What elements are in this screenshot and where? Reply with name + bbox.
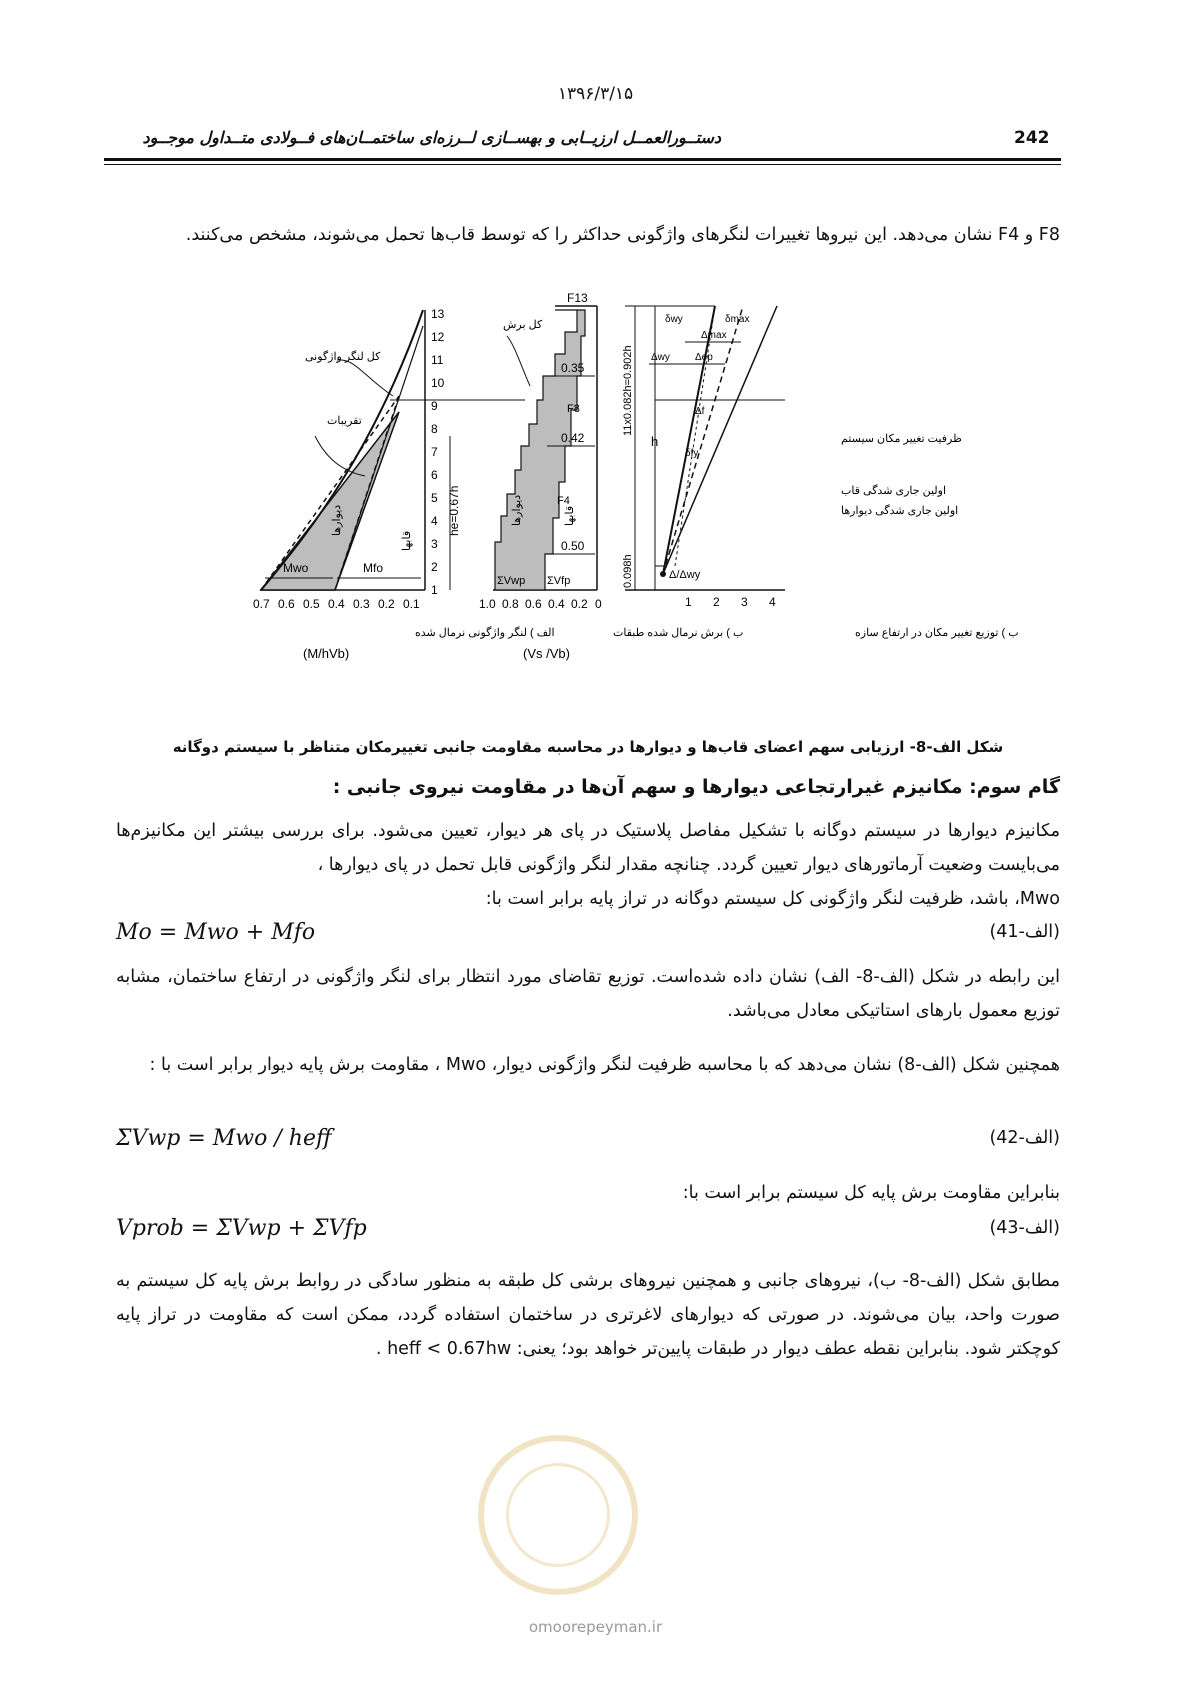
label-050: 0.50	[561, 539, 585, 553]
equation-41	[116, 920, 1060, 956]
page-number: 242	[1014, 128, 1050, 148]
label-he: he=0.67h	[447, 485, 461, 536]
floor-label: 8	[431, 422, 438, 436]
equation-number: (الف-41)	[989, 922, 1060, 942]
panel-a-caption: الف ) لنگر واژگونی نرمال شده	[415, 627, 555, 639]
label-first-wall: اولین جاری شدگی دیوارها	[841, 505, 959, 517]
paragraph-base-shear: همچنین شکل (الف-8) نشان می‌دهد که با محاسبه ظرفیت لنگر واژگونی دیوار، Mwo ، مقاومت برش پایه دیوار برابر است با :	[149, 1055, 1060, 1075]
page-date: ۱۳۹۶/۳/۱۵	[557, 84, 634, 104]
label-f8: F8	[567, 403, 580, 415]
floor-label: 11	[431, 353, 444, 367]
figure-a8	[245, 291, 1019, 716]
tick-label: 4	[769, 595, 776, 609]
label-sum-vfp: ΣVfp	[547, 575, 571, 587]
label-mfo: Mfo	[363, 561, 384, 575]
label-delta-max-small: δmax	[725, 314, 750, 325]
tick-label: 0.8	[502, 597, 519, 611]
intro-paragraph: F8 و F4 نشان می‌دهد. این نیروها تغییرات لنگرهای واژگونی حداکثر را که توسط قاب‌ها تحمل می‌شوند، مشخص می‌کنند.	[185, 225, 1060, 245]
watermark-site: omoorepeyman.ir	[528, 1618, 663, 1636]
running-title: دستــورالعمــل ارزیــابی و بهســازی لــرزه‌ای ساختمــان‌های فــولادی متــداول موجــود	[142, 128, 721, 147]
paragraph-relation: این رابطه در شکل (الف-8- الف) نشان داده شده‌است. توزیع تقاضای مورد انتظار برای لنگر واژگونی در ارتفاع ساختمان، مشابه توزیع معمول بارهای استاتیکی معادل می‌باشد.	[116, 967, 1060, 1021]
tick-label: 0.3	[353, 597, 370, 611]
label-delta-wy-small: δwy	[665, 314, 683, 325]
header-rule	[104, 158, 1061, 161]
tick-label: 3	[741, 595, 748, 609]
label-total-shear: کل برش	[503, 319, 543, 331]
tick-label: 0.5	[303, 597, 320, 611]
label-capacity: ظرفیت تغییر مکان سیستم	[841, 433, 962, 445]
equation-number: (الف-42)	[989, 1128, 1060, 1148]
tick-label: 0	[595, 597, 602, 611]
equation-formula: Mo = Mwo + Mfo	[116, 920, 316, 945]
tick-label: 0.4	[328, 597, 345, 611]
label-delta-fy: δfy	[685, 448, 699, 459]
equation-43	[116, 1216, 1060, 1252]
label-delta-wy: Δwy	[651, 352, 670, 363]
floor-label: 1	[431, 583, 438, 597]
label-first-frame: اولین جاری شدگی قاب	[841, 485, 947, 497]
label-035: 0.35	[561, 361, 585, 375]
label-approximations: تقریبات	[327, 415, 362, 427]
label-h-split: 11x0.082h=0.902h	[622, 345, 634, 436]
equation-number: (الف-43)	[989, 1218, 1060, 1238]
label-mwo: Mwo	[283, 561, 309, 575]
panel-a-unit: (M/hVb)	[303, 646, 350, 661]
watermark-seal	[478, 1435, 638, 1595]
label-042: 0.42	[561, 431, 585, 445]
figure-caption: شکل الف-8- ارزیابی سهم اعضای قاب‌ها و دیوارها در محاسبه مقاومت جانبی تغییرمکان متناظر با سیستم دوگانه	[172, 738, 1004, 756]
floor-label: 13	[431, 307, 445, 321]
label-frames-b: قابها	[564, 505, 576, 526]
equation-formula: Vprob = ΣVwp + ΣVfp	[116, 1216, 367, 1241]
tick-label: 0.4	[548, 597, 565, 611]
label-total-moment: کل لنگر واژگونی	[305, 351, 381, 363]
label-frames: قابها	[401, 530, 413, 551]
floor-label: 4	[431, 514, 438, 528]
label-delta-max: Δmax	[701, 330, 727, 341]
floor-label: 10	[431, 376, 445, 390]
equation-42	[116, 1126, 1060, 1162]
paragraph-total-shear: بنابراین مقاومت برش پایه کل سیستم برابر است با:	[682, 1183, 1060, 1203]
label-walls-b: دیوارها	[511, 494, 523, 526]
section-heading: گام سوم: مکانیزم غیرارتجاعی دیوارها و سهم آن‌ها در مقاومت نیروی جانبی :	[332, 776, 1060, 798]
floor-label: 12	[431, 330, 445, 344]
floor-label: 9	[431, 399, 438, 413]
label-delta-f: Δf	[695, 406, 705, 417]
paragraph-mechanism: مکانیزم دیوارها در سیستم دوگانه با تشکیل مفاصل پلاستیک در پای هر دیوار، تعیین می‌شود. برای بررسی بیشتر این مکانیزم‌ها می‌بایست وضعیت آرماتورهای دیوار تعیین گردد. چنانچه مقدار لنگر واژگونی قابل تحمل در پای دیوارها ،	[116, 821, 1060, 875]
tick-label: 0.6	[525, 597, 542, 611]
panel-b-unit: (Vs /Vb)	[523, 646, 570, 661]
tick-label: 0.7	[253, 597, 270, 611]
floor-label: 7	[431, 445, 438, 459]
tick-label: 0.1	[403, 597, 420, 611]
label-h-base: 0.098h	[622, 554, 634, 588]
label-delta-ep: Δep	[695, 352, 713, 363]
panel-c-caption: ب ) توزیع تغییر مکان در ارتفاع سازه	[855, 627, 1019, 639]
tick-label: 1.0	[479, 597, 496, 611]
label-f4: F4	[557, 495, 570, 507]
equation-formula: ΣVwp = Mwo / heff	[116, 1126, 332, 1151]
header-rule-thin	[104, 164, 1061, 165]
label-sum-vwp: ΣVwp	[497, 575, 526, 587]
paragraph-mechanism-end: Mwo، باشد، ظرفیت لنگر واژگونی کل سیستم دوگانه در تراز پایه برابر است با:	[485, 889, 1060, 909]
tick-label: 0.6	[278, 597, 295, 611]
floor-label: 5	[431, 491, 438, 505]
label-h: h	[651, 434, 659, 449]
floor-label: 6	[431, 468, 438, 482]
tick-label: 0.2	[571, 597, 588, 611]
panel-b-caption: ب ) برش نرمال شده طبقات	[613, 627, 744, 639]
floor-label: 2	[431, 560, 438, 574]
label-walls: دیوارها	[331, 504, 343, 536]
paragraph-conclusion: مطابق شکل (الف-8- ب)، نیروهای جانبی و همچنین نیروهای برشی کل طبقه به منظور سادگی در روابط برش پایه کل سیستم به صورت واحد، بیان می‌شوند. در صورتی که دیوارهای لاغرتری در ساختمان استفاده گردد، ممکن است که مقاومت در تراز پایه کوچکتر شود. بنابراین نقطه عطف دیوار در طبقات پایین‌تر خواهد بود؛ یعنی: heff < 0.67hw .	[116, 1271, 1060, 1359]
tick-label: 1	[685, 595, 692, 609]
label-ratio: Δ/Δwy	[669, 569, 701, 581]
tick-label: 2	[713, 595, 720, 609]
floor-label: 3	[431, 537, 438, 551]
tick-label: 0.2	[378, 597, 395, 611]
label-f13: F13	[567, 291, 588, 305]
